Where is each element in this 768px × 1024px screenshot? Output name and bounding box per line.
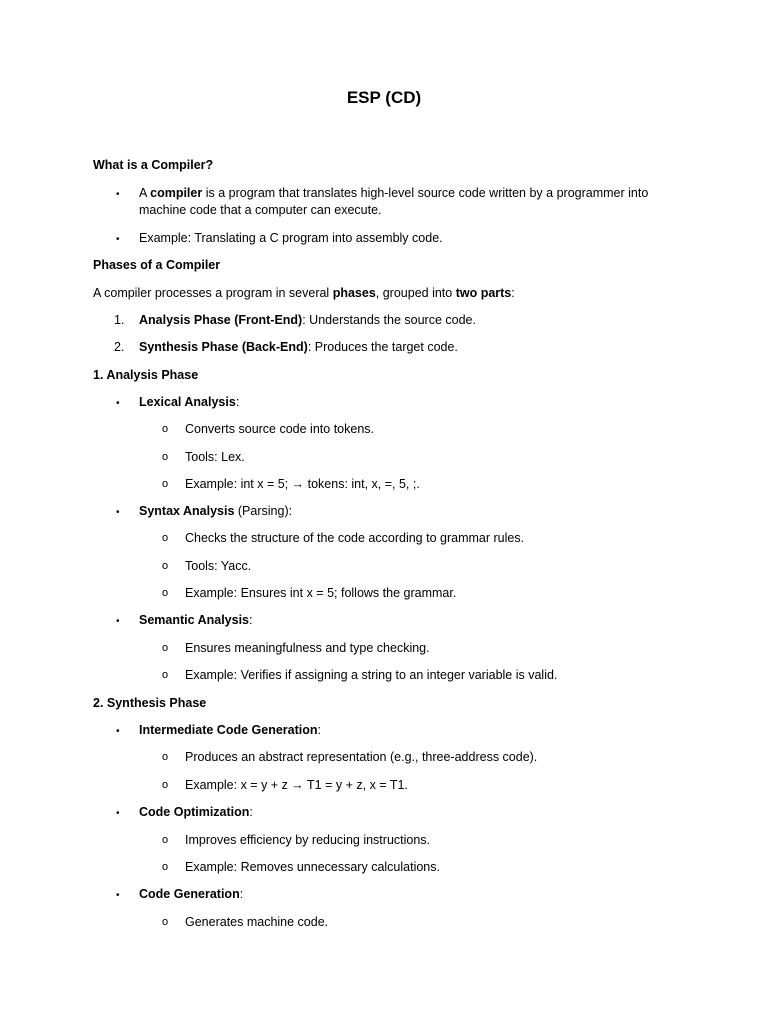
circle-marker: o (162, 834, 169, 846)
bold-text: phases (332, 286, 376, 300)
bold-text: Lexical Analysis (139, 395, 236, 409)
list-item (139, 804, 678, 821)
text: (Parsing): (234, 504, 293, 518)
text: A compiler processes a program in several (93, 286, 333, 300)
bold-text: Syntax Analysis (139, 504, 235, 518)
list-number: 2. (114, 340, 125, 354)
circle-marker: o (162, 587, 169, 599)
sub-list-item: Converts source code into tokens. (185, 422, 374, 436)
text: , grouped into (375, 286, 456, 300)
text: : Understands the source code. (302, 313, 476, 327)
sub-list-item: Checks the structure of the code according to grammar rules. (185, 531, 525, 545)
circle-marker: o (162, 779, 169, 791)
sub-list-item: Example: x = y + z → T1 = y + z, x = T1. (185, 778, 408, 792)
text: : (249, 805, 253, 819)
sub-list-item: Example: int x = 5; → tokens: int, x, =, 5, ;. (185, 477, 420, 491)
sub-list-item: Ensures meaningfulness and type checking. (185, 641, 430, 655)
list-item (139, 886, 678, 903)
text: A (139, 186, 151, 200)
sub-list-item: Improves efficiency by reducing instructions. (185, 833, 431, 847)
heading-analysis-phase: 1. Analysis Phase (93, 368, 199, 382)
bullet-marker: • (116, 398, 120, 409)
heading-phases: Phases of a Compiler (93, 258, 221, 272)
sub-list-item: Example: Removes unnecessary calculations. (185, 860, 440, 874)
heading-what-is-compiler: What is a Compiler? (93, 158, 214, 172)
sub-list-item: Example: Verifies if assigning a string to an integer variable is valid. (185, 668, 558, 682)
bold-text: Analysis Phase (Front-End) (139, 313, 303, 327)
sub-list-item: Tools: Yacc. (185, 559, 252, 573)
list-item (139, 612, 678, 629)
text: : (239, 887, 244, 901)
circle-marker: o (162, 423, 169, 435)
bold-text: compiler (150, 186, 203, 200)
bold-text: two parts (455, 286, 512, 300)
bullet-marker: • (116, 189, 120, 200)
list-item: Example: Translating a C program into assembly code. (139, 231, 443, 245)
bold-text: Code Optimization (139, 805, 250, 819)
phases-intro (93, 285, 678, 302)
sub-list-item: Example: Ensures int x = 5; follows the grammar. (185, 586, 457, 600)
circle-marker: o (162, 478, 169, 490)
sub-list-item: Generates machine code. (185, 915, 329, 929)
sub-list-item: Produces an abstract representation (e.g., three-address code). (185, 750, 538, 764)
circle-marker: o (162, 532, 169, 544)
document-title: ESP (CD) (346, 88, 422, 107)
text: is a program that translates high-level source code written by a programmer into machine code that a computer can execute. (139, 186, 649, 217)
circle-marker: o (162, 642, 169, 654)
list-item (139, 503, 678, 520)
circle-marker: o (162, 861, 169, 873)
circle-marker: o (162, 669, 169, 681)
list-item (139, 185, 678, 219)
bold-text: Semantic Analysis (139, 613, 250, 627)
text: : (511, 286, 515, 300)
sub-list-item: Tools: Lex. (185, 450, 245, 464)
bold-text: Code Generation (139, 887, 240, 901)
heading-synthesis-phase: 2. Synthesis Phase (93, 696, 207, 710)
list-item (139, 339, 678, 356)
circle-marker: o (162, 916, 169, 928)
text: : (317, 723, 321, 737)
bullet-marker: • (116, 808, 120, 819)
bold-text: Synthesis Phase (Back-End) (139, 340, 308, 354)
text: : Produces the target code. (307, 340, 458, 354)
list-item (139, 312, 678, 329)
bullet-marker: • (116, 507, 120, 518)
circle-marker: o (162, 451, 169, 463)
list-item (139, 722, 678, 739)
list-number: 1. (114, 313, 125, 327)
circle-marker: o (162, 560, 169, 572)
bullet-marker: • (116, 616, 120, 627)
text: : (235, 395, 240, 409)
list-item (139, 394, 678, 411)
text: : (249, 613, 253, 627)
bullet-marker: • (116, 234, 120, 245)
bold-text: Intermediate Code Generation (139, 723, 318, 737)
bullet-marker: • (116, 726, 120, 737)
circle-marker: o (162, 751, 169, 763)
bullet-marker: • (116, 890, 120, 901)
